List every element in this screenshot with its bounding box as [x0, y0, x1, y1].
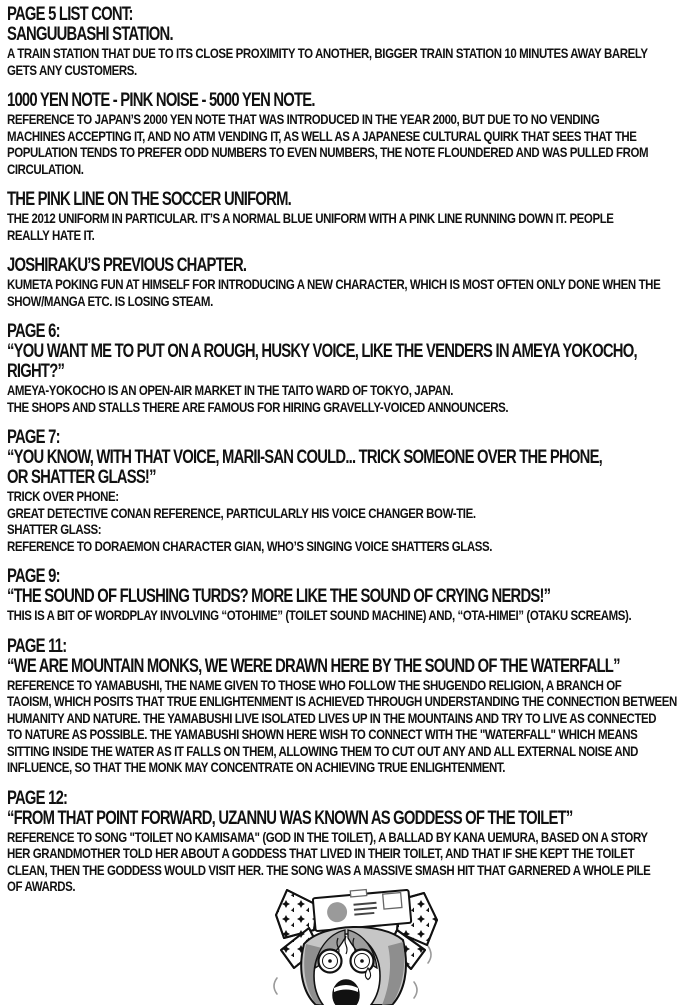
note-body-line: REFERENCE TO SONG "TOILET NO KAMISAMA" (GOD IN THE TOILET), A BALLAD BY KANA UEMURA, BASED ON A STORY: [7, 828, 648, 845]
note-heading-line: “YOU WANT ME TO PUT ON A ROUGH, HUSKY VOICE, LIKE THE VENDERS IN AMEYA YOKOCHO,: [7, 341, 637, 362]
note-heading-line: THE PINK LINE ON THE SOCCER UNIFORM.: [7, 189, 291, 210]
note-body-line: TO NATURE AS POSSIBLE. THE YAMABUSHI SHOWN HERE WISH TO CONNECT WITH THE "WATERFALL" WHICH MEANS: [7, 726, 638, 742]
note-body-line: THE 2012 UNIFORM IN PARTICULAR. IT’S A NORMAL BLUE UNIFORM WITH A PINK LINE RUNNING DOWN IT. PEOPLE: [7, 210, 614, 226]
note-body-line: REFERENCE TO DORAEMON CHARACTER GIAN, WHO’S SINGING VOICE SHATTERS GLASS.: [7, 537, 493, 554]
note-section: [7, 637, 700, 776]
note-heading-line: 1000 YEN NOTE - PINK NOISE - 5000 YEN NOTE.: [7, 90, 315, 111]
note-section: [7, 91, 700, 177]
note-body-line: INFLUENCE, SO THAT THE MONK MAY CONCENTRATE ON ACHIEVING TRUE ENLIGHTENMENT.: [7, 759, 505, 775]
note-heading-line: PAGE 7:: [7, 427, 60, 448]
note-section: [7, 428, 700, 554]
left-eye-icon: [319, 950, 342, 973]
note-body-line: REFERENCE TO YAMABUSHI, THE NAME GIVEN TO THOSE WHO FOLLOW THE SHUGENDO RELIGION, A BRANCH OF: [7, 676, 622, 693]
note-section: [7, 567, 700, 624]
note-body-line: POPULATION TENDS TO PREFER ODD NUMBERS TO EVEN NUMBERS, THE NOTE FLOUNDERED AND WAS PULLED FROM: [7, 144, 649, 160]
note-body-line: GETS ANY CUSTOMERS.: [7, 61, 137, 78]
note-body-line: REFERENCE TO JAPAN’S 2000 YEN NOTE THAT WAS INTRODUCED IN THE YEAR 2000, BUT DUE TO NO VENDING: [7, 111, 600, 127]
sound-device-icon: [312, 886, 411, 931]
note-body-line: HER GRANDMOTHER TOLD HER ABOUT A GODDESS THAT LIVED IN THEIR TOILET, AND THAT IF SHE KEPT THE TOILET: [7, 845, 635, 861]
note-section: [7, 789, 700, 895]
note-heading-line: PAGE 6:: [7, 321, 60, 342]
note-body-line: OF AWARDS.: [7, 878, 76, 894]
note-heading-line: “THE SOUND OF FLUSHING TURDS? MORE LIKE THE SOUND OF CRYING NERDS!”: [7, 586, 551, 607]
note-body-line: TAOISM, WHICH POSITS THAT TRUE ENLIGHTENMENT IS ACHIEVED THROUGH UNDERSTANDING THE CONNECTION BETWEEN: [7, 693, 677, 709]
notes-content: [7, 5, 700, 908]
chibi-illustration: [264, 882, 444, 1005]
note-body-line: SITTING INSIDE THE WATER AS IT FALLS ON THEM, ALLOWING THEM TO CUT OUT ANY AND ALL EXTERNAL NOISE AND: [7, 742, 639, 759]
note-heading-line: PAGE 11:: [7, 635, 67, 657]
note-heading-line: JOSHIRAKU’S PREVIOUS CHAPTER.: [7, 255, 247, 276]
note-section: [7, 190, 700, 243]
note-heading-line: SANGUUBASHI STATION.: [7, 24, 173, 45]
note-body-line: REALLY HATE IT.: [7, 226, 95, 243]
note-heading-line: PAGE 12:: [7, 787, 68, 809]
note-heading-line: OR SHATTER GLASS!”: [7, 467, 156, 488]
note-body-line: AMEYA-YOKOCHO IS AN OPEN-AIR MARKET IN THE TAITO WARD OF TOKYO, JAPAN.: [7, 382, 454, 398]
note-body-line: HUMANITY AND NATURE. THE YAMABUSHI LIVE ISOLATED LIVES UP IN THE MOUNTAINS AND TRY TO LIVE AS CONNECTED: [7, 709, 657, 726]
note-heading-line: “YOU KNOW, WITH THAT VOICE, MARII-SAN COULD... TRICK SOMEONE OVER THE PHONE,: [7, 447, 603, 468]
note-body-line: KUMETA POKING FUN AT HIMSELF FOR INTRODUCING A NEW CHARACTER, WHICH IS MOST OFTEN ONLY DONE WHEN THE: [7, 276, 661, 292]
note-body-line: SHOW/MANGA ETC. IS LOSING STEAM.: [7, 292, 213, 309]
note-body-line: CIRCULATION.: [7, 160, 84, 177]
note-heading-line: PAGE 5 LIST CONT:: [7, 4, 133, 25]
chibi-head: [301, 927, 406, 1005]
note-section: [7, 5, 700, 78]
note-body-line: THE SHOPS AND STALLS THERE ARE FAMOUS FOR HIRING GRAVELLY-VOICED ANNOUNCERS.: [7, 398, 509, 415]
note-body-line: TRICK OVER PHONE:: [7, 488, 119, 504]
note-body-line: GREAT DETECTIVE CONAN REFERENCE, PARTICULARLY HIS VOICE CHANGER BOW-TIE.: [7, 504, 476, 521]
note-section: [7, 256, 700, 309]
note-heading-line: RIGHT?”: [7, 361, 65, 382]
note-heading-line: “WE ARE MOUNTAIN MONKS, WE WERE DRAWN HERE BY THE SOUND OF THE WATERFALL”: [7, 655, 620, 677]
note-body-line: THIS IS A BIT OF WORDPLAY INVOLVING “OTOHIME” (TOILET SOUND MACHINE) AND, “OTA-HIMEI” (OTAKU SCREAMS).: [7, 607, 632, 623]
note-body-line: SHATTER GLASS:: [7, 521, 102, 537]
note-section: [7, 322, 700, 415]
mouth-icon: [333, 980, 359, 1005]
right-eye-icon: [351, 950, 374, 973]
note-body-line: MACHINES ACCEPTING IT, AND NO ATM VENDING IT, AS WELL AS A JAPANESE CULTURAL QUIRK THAT SEES THAT THE: [7, 127, 637, 144]
note-body-line: A TRAIN STATION THAT DUE TO ITS CLOSE PROXIMITY TO ANOTHER, BIGGER TRAIN STATION 10 MINUTES AWAY BARELY: [7, 45, 648, 61]
note-heading-line: PAGE 9:: [7, 566, 60, 587]
note-heading-line: “FROM THAT POINT FORWARD, UZANNU WAS KNOWN AS GODDESS OF THE TOILET”: [7, 807, 573, 829]
note-body-line: CLEAN, THEN THE GODDESS WOULD VISIT HER. THE SONG WAS A MASSIVE SMASH HIT THAT GARNERED A WHOLE PILE: [7, 861, 651, 878]
